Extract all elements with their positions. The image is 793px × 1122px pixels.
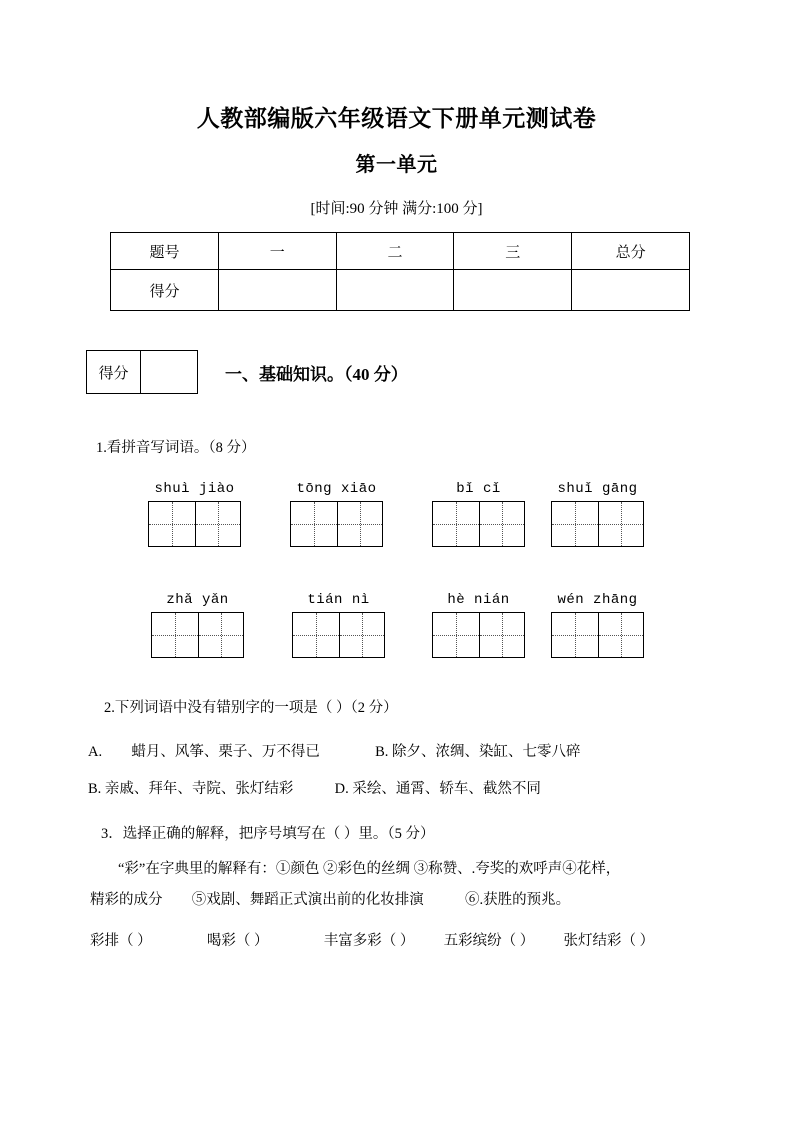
- answer-blank-fengfuduocai[interactable]: 丰富多彩（ ）: [323, 933, 415, 949]
- tianzige-grid[interactable]: [290, 501, 383, 547]
- explanation-part-4: 精彩的成分: [90, 892, 163, 908]
- option-key-b: B.: [88, 781, 102, 797]
- tianzige-cell[interactable]: [552, 502, 598, 546]
- table-header-cell-three: 三: [454, 233, 572, 270]
- tianzige-grid[interactable]: [292, 612, 385, 658]
- pinyin-label: hè nián: [447, 592, 510, 608]
- answer-blank-hecai[interactable]: 喝彩（ ）: [206, 933, 269, 949]
- table-cell-score-three[interactable]: [454, 270, 572, 311]
- tianzige-cell[interactable]: [149, 502, 195, 546]
- option-text-b[interactable]: 亲戚、拜年、寺院、张灯结彩: [104, 781, 294, 797]
- pinyin-word-group: [292, 592, 385, 658]
- question-3-explanation-line-1: “彩”在字典里的解释有：①颜色 ②彩色的丝绸 ③称赞、.夸奖的欢呼声④花样，: [118, 861, 621, 877]
- tianzige-cell[interactable]: [598, 613, 644, 657]
- table-cell-score-one[interactable]: [218, 270, 336, 311]
- answer-blank-wucaibinfen[interactable]: 五彩缤纷（ ）: [443, 933, 535, 949]
- question-3-answer-blanks: [90, 929, 654, 950]
- question-3-prompt: 3．选择正确的解释，把序号填写在（ ）里。（5 分）: [101, 826, 435, 842]
- tianzige-grid[interactable]: [432, 612, 525, 658]
- table-header-cell-total: 总分: [572, 233, 690, 270]
- tianzige-cell[interactable]: [337, 502, 383, 546]
- tianzige-cell[interactable]: [433, 613, 479, 657]
- table-header-cell-two: 二: [336, 233, 454, 270]
- answer-blank-caipai[interactable]: 彩排（ ）: [90, 933, 152, 949]
- tianzige-grid[interactable]: [151, 612, 244, 658]
- question-2-options-line-2: [88, 777, 541, 798]
- tianzige-grid[interactable]: [432, 501, 525, 547]
- pinyin-label: wén zhāng: [557, 592, 638, 608]
- pinyin-word-group: [148, 481, 241, 547]
- option-text-b-row1[interactable]: 除夕、浓绸、染缸、七零八碎: [392, 744, 581, 760]
- option-key-a: A.: [88, 744, 103, 760]
- question-2-options-line-1: [88, 740, 581, 761]
- table-cell-score-total[interactable]: [572, 270, 690, 311]
- question-3-explanation-line-2: [90, 888, 570, 909]
- section-score-blank[interactable]: [141, 351, 197, 393]
- table-header-cell-topic-no: 题号: [111, 233, 219, 270]
- pinyin-word-group: [290, 481, 383, 547]
- tianzige-cell[interactable]: [195, 502, 241, 546]
- section-title: 一、基础知识。（40 分）: [225, 364, 408, 384]
- tianzige-cell[interactable]: [433, 502, 479, 546]
- table-cell-score-label: 得分: [111, 270, 219, 311]
- table-row-score: [111, 270, 690, 311]
- answer-blank-zhangdengjiecai[interactable]: 张灯结彩（ ）: [563, 933, 655, 949]
- option-text-a[interactable]: 蜡月、风筝、栗子、万不得已: [131, 744, 320, 760]
- pinyin-word-group: [551, 592, 644, 658]
- tianzige-cell[interactable]: [479, 613, 525, 657]
- page-subtitle: 第一单元: [355, 154, 438, 176]
- section-score-box: [86, 350, 198, 394]
- pinyin-label: shuì jiào: [154, 481, 235, 497]
- option-key-d: D.: [334, 781, 349, 797]
- tianzige-grid[interactable]: [551, 612, 644, 658]
- exam-meta-info: [时间:90 分钟 满分:100 分]: [310, 201, 483, 217]
- pinyin-label: shuǐ gāng: [557, 481, 638, 497]
- tianzige-cell[interactable]: [198, 613, 244, 657]
- question-2-prompt: 2.下列词语中没有错别字的一项是（ ）（2 分）: [104, 700, 398, 716]
- pinyin-word-group: [151, 592, 244, 658]
- explanation-part-6: ⑥.获胜的预兆。: [465, 892, 571, 908]
- section-header-basics: [86, 350, 408, 394]
- option-key-b-row1: B.: [375, 744, 389, 760]
- pinyin-word-group: [432, 481, 525, 547]
- option-text-d[interactable]: 采绘、通霄、轿车、截然不同: [352, 781, 541, 797]
- pinyin-label: bǐ cǐ: [456, 481, 501, 497]
- table-row-header: [111, 233, 690, 270]
- pinyin-label: tōng xiāo: [296, 481, 377, 497]
- explanation-part-5: ⑤戏剧、舞蹈正式演出前的化妆排演: [191, 892, 424, 908]
- section-score-label: 得分: [87, 351, 141, 393]
- pinyin-label: zhǎ yǎn: [166, 592, 229, 608]
- pinyin-word-group: [432, 592, 525, 658]
- tianzige-grid[interactable]: [551, 501, 644, 547]
- tianzige-cell[interactable]: [339, 613, 385, 657]
- tianzige-cell[interactable]: [479, 502, 525, 546]
- score-summary-table: [110, 232, 690, 311]
- tianzige-cell[interactable]: [598, 502, 644, 546]
- tianzige-cell[interactable]: [293, 613, 339, 657]
- table-header-cell-one: 一: [218, 233, 336, 270]
- table-cell-score-two[interactable]: [336, 270, 454, 311]
- tianzige-cell[interactable]: [152, 613, 198, 657]
- pinyin-label: tián nì: [307, 592, 370, 608]
- page-title: 人教部编版六年级语文下册单元测试卷: [196, 106, 597, 131]
- tianzige-cell[interactable]: [291, 502, 337, 546]
- pinyin-word-group: [551, 481, 644, 547]
- question-1-prompt: 1.看拼音写词语。（8 分）: [96, 440, 256, 456]
- tianzige-grid[interactable]: [148, 501, 241, 547]
- tianzige-cell[interactable]: [552, 613, 598, 657]
